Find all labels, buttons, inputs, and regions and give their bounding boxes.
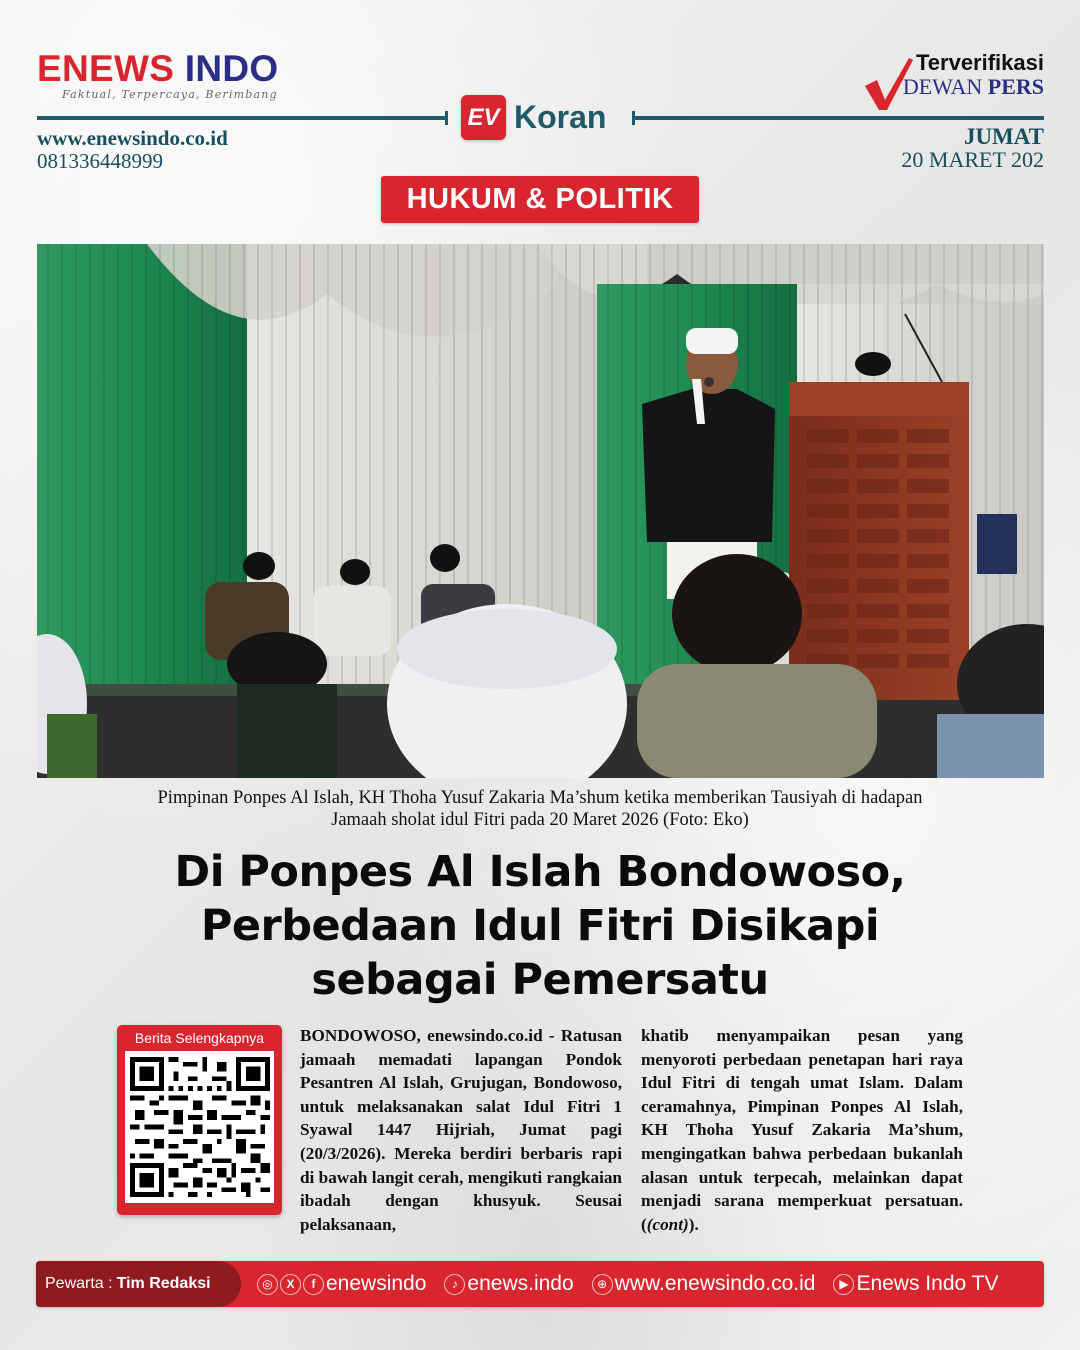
verification-org	[903, 76, 1044, 98]
section-badge	[461, 95, 606, 140]
phone-number: 081336448999	[37, 149, 163, 173]
caption-line-1: Pimpinan Ponpes Al Islah, KH Thoha Yusuf Zakaria Ma’shum ketika memberikan Tausiyah di hadapan	[157, 788, 923, 808]
brand-name-part1: ENEWS	[37, 48, 175, 89]
divider-tick	[445, 111, 448, 125]
social-links	[257, 1272, 998, 1296]
verification-badge	[903, 52, 1044, 98]
issue-date: 20 MARET 202	[901, 147, 1044, 172]
article-paragraph-1: BONDOWOSO, enewsindo.co.id - Ratusan jamaah memadati lapangan Pondok Pesantren Al Islah, Grujugan, Bondowoso, untuk melaksanakan salat Idul Fitri 1 Syawal 1447 Hijriah, Jumat pagi (20/3/2026). Mereka berdiri berbaris rapi di bawah langit cerah, mengikuti rangkaian ibadah dengan khusyuk. Seusai pelaksanaan,	[300, 1026, 622, 1234]
verification-org-part2: PERS	[987, 74, 1044, 99]
headline-line-1: Di Ponpes Al Islah Bondowoso,	[174, 847, 906, 897]
header-divider-left	[37, 116, 447, 120]
footer-website[interactable]: www.enewsindo.co.id	[614, 1272, 816, 1295]
news-photo	[37, 244, 1044, 778]
photo-illustration	[37, 244, 1044, 778]
section-label: Koran	[514, 99, 607, 135]
brand-logo	[37, 50, 278, 87]
article-paragraph-2: khatib menyampaikan pesan yang menyoroti perbedaan penetapan hari raya Idul Fitri di tengah umat Islam. Dalam ceramahnya, Pimpinan Ponpes Al Islah, KH Thoha Yusuf Zakaria Ma’shum, mengingatkan bahwa perbedaan bukanlah alasan untuk terpecah, melainkan dapat menjadi sarana memperkuat persatuan. ((cont)).	[641, 1026, 963, 1234]
qr-code-icon	[130, 1057, 270, 1197]
headline-line-3: sebagai Pemersatu	[311, 955, 769, 1005]
header-divider-right	[632, 116, 1044, 120]
x-icon[interactable]: X	[280, 1274, 301, 1295]
footer-bar	[36, 1261, 1044, 1307]
globe-icon: ⊕	[592, 1274, 613, 1295]
checkmark-icon	[863, 56, 915, 112]
article-text: khatib menyampaikan pesan yang menyoroti perbedaan penetapan hari raya Idul Fitri di tengah umat Islam. Dalam ceramahnya, Pimpinan Ponpes Al Islah, KH Thoha Yusuf Zakaria Ma’shum, mengingatkan bahwa perbedaan bukanlah alasan untuk terpecah, melainkan dapat menjadi sarana memperkuat persatuan.	[641, 1026, 963, 1211]
article-column-2	[641, 1024, 963, 1236]
article-column-1	[300, 1024, 622, 1236]
photo-caption	[30, 787, 1050, 831]
category-badge: HUKUM & POLITIK	[381, 176, 699, 223]
verification-title: Terverifikasi	[915, 50, 1044, 75]
ev-logo-icon: EV	[461, 95, 506, 140]
qr-code-card[interactable]	[117, 1025, 282, 1215]
qr-title: Berita Selengkapnya	[134, 1030, 265, 1046]
reporter-name: Tim Redaksi	[116, 1275, 211, 1292]
brand-name-part2: INDO	[184, 48, 279, 89]
youtube-icon[interactable]: ▶	[833, 1274, 854, 1295]
verification-org-part1: DEWAN	[902, 74, 983, 99]
social-handle[interactable]: enewsindo	[326, 1272, 427, 1295]
tiktok-handle[interactable]: enews.indo	[467, 1272, 574, 1295]
issue-day: JUMAT	[963, 124, 1044, 149]
youtube-channel[interactable]: Enews Indo TV	[856, 1272, 999, 1295]
qr-code[interactable]	[125, 1051, 274, 1203]
continued-marker: (cont)	[646, 1214, 689, 1234]
article-end: .	[694, 1214, 699, 1234]
facebook-icon[interactable]: f	[303, 1274, 324, 1295]
instagram-icon[interactable]: ◎	[257, 1274, 278, 1295]
reporter-label: Pewarta :	[45, 1275, 113, 1292]
article-headline	[60, 845, 1020, 1007]
brand-tagline: Faktual, Terpercaya, Berimbang	[62, 88, 278, 101]
reporter-credit	[36, 1261, 241, 1307]
caption-line-2: Jamaah sholat idul Fitri pada 20 Maret 2026 (Foto: Eko)	[331, 810, 749, 830]
headline-line-2: Perbedaan Idul Fitri Disikapi	[200, 901, 880, 951]
tiktok-icon[interactable]: ♪	[444, 1274, 465, 1295]
website-url[interactable]: www.enewsindo.co.id	[37, 126, 228, 150]
